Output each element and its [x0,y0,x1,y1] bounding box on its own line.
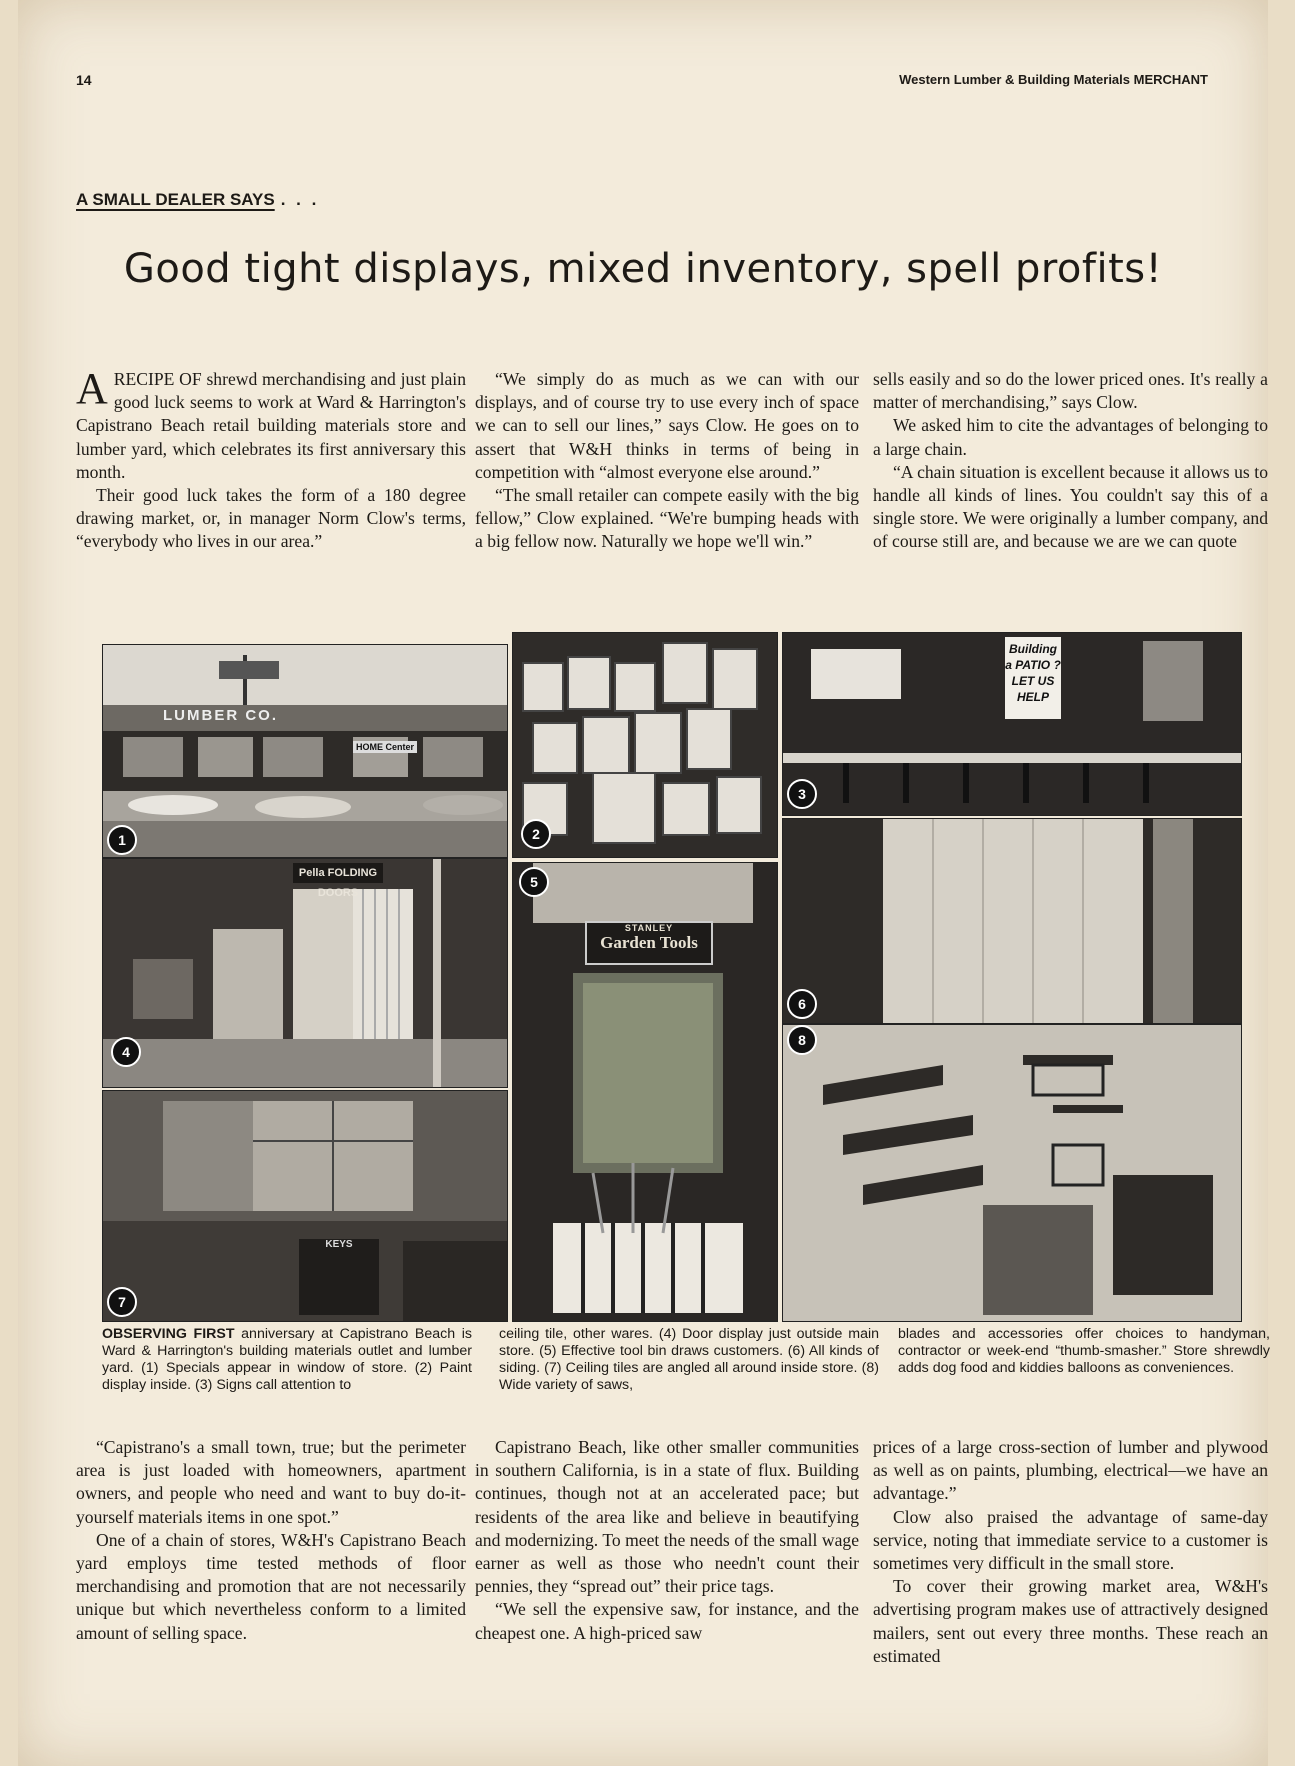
paragraph: Their good luck takes the form of a 180 degree drawing market, or, in manager Norm Clow's terms, “everybody who lives in our area.” [76,485,466,552]
text-column-2 [475,368,859,554]
caption-lead: OBSERVING FIRST [102,1326,235,1342]
saws-illustration [783,1025,1241,1321]
paragraph: “A chain situation is excellent because it allows us to handle all kinds of lines. You couldn't say this of a single store. We were originally a lumber company, and of course still are, and because we are we can quote [873,461,1268,552]
text-column-4 [76,1436,466,1645]
photo-ceiling-tiles [102,1090,508,1322]
publication-title: Western Lumber & Building Materials MERCHANT [899,72,1208,87]
siding-illustration [783,819,1241,1023]
home-center-sign: HOME Center [353,741,417,753]
paragraph: One of a chain of stores, W&H's Capistrano Beach yard employs time tested methods of floor merchandising and promotion that are not necessarily unique but which nevertheless conform to a limited amount of selling space. [76,1529,466,1643]
paragraph: sells easily and so do the lower priced ones. It's really a matter of merchandising,” says Clow. [873,369,1268,413]
caption-text: anniversary at Capistrano Beach is Ward & Harrington's building materials outlet and lumber yard. (1) Specials appear in window of store. (2) Paint display inside. (3) Signs call attention to [102,1326,472,1393]
patio-sign: Building a PATIO ? LET US HELP [1005,637,1061,719]
photo-number-badge: 2 [521,819,551,849]
paragraph: We asked him to cite the advantages of belonging to a large chain. [873,415,1268,459]
lumber-co-sign: LUMBER CO. [163,707,278,724]
paragraph: Clow also praised the advantage of same-day service, noting that immediate service to a customer is sometimes very difficult in the small store. [873,1506,1268,1574]
paragraph: “The small retailer can compete easily with the big fellow,” Clow explained. “We're bumping heads with a big fellow now. Naturally we hope we'll win.” [475,485,859,552]
article-headline: Good tight displays, mixed inventory, spell profits! [123,246,1163,292]
doors-illustration [103,859,507,1087]
text-column-3 [873,368,1268,554]
paragraph: To cover their growing market area, W&H's advertising program makes use of attractively designed mailers, sent out every three months. These reach an estimated [873,1576,1268,1666]
paragraph: “We simply do as much as we can with our displays, and of course try to use every inch of space we can to sell our lines,” says Clow. He goes on to assert that W&H thinks in terms of being in competition with “almost everyone else around.” [475,369,859,482]
photo-number-badge: 3 [787,779,817,809]
text-column-1 [76,364,466,554]
article-kicker [76,190,319,210]
paragraph: “We sell the expensive saw, for instance, and the cheapest one. A high-priced saw [475,1599,859,1643]
text-column-6 [873,1436,1268,1668]
photo-number-badge: 7 [107,1287,137,1317]
photo-door-display [102,858,508,1088]
photo-number-badge: 8 [787,1025,817,1055]
photo-tool-bin [512,862,778,1322]
photo-saws [782,1024,1242,1322]
kicker-text: A SMALL DEALER SAYS [76,190,275,209]
paragraph [76,364,466,484]
photo-number-badge: 1 [107,825,137,855]
pella-sign: Pella FOLDING DOORS [293,863,383,883]
paragraph: prices of a large cross-section of lumber and plywood as well as on paints, plumbing, electrical—we have an advantage.” [873,1437,1268,1504]
photo-signs [782,632,1242,816]
text-column-5 [475,1436,859,1645]
keys-sign: KEYS [299,1239,379,1315]
drop-cap: A [76,364,108,413]
photo-storefront [102,644,508,858]
photo-number-badge: 4 [111,1037,141,1067]
garden-tools-label: Garden Tools [600,933,698,952]
photo-paint-display [512,632,778,858]
magazine-page [18,0,1268,1766]
kicker-ellipsis: . . . [280,190,320,209]
photo-number-badge: 6 [787,989,817,1019]
photo-montage [102,632,1240,1322]
storefront-illustration [103,645,507,857]
stanley-label: STANLEY [624,923,674,933]
photo-number-badge: 5 [519,867,549,897]
caption-part-3: blades and accessories offer choices to handyman, contractor or week-end “thumb-smasher.” Store shrewdly adds dog food and kiddies balloons as conveniences. [898,1326,1270,1376]
paragraph-text: RECIPE OF shrewd merchandising and just plain good luck seems to work at Ward & Harrington's Capistrano Beach retail building materials store and lumber yard, which celebrates its first anniversary this month. [76,369,466,482]
caption-part-1 [102,1326,472,1394]
paint-cans-illustration [513,633,777,857]
page-number: 14 [76,72,92,88]
caption-part-2: ceiling tile, other wares. (4) Door display just outside main store. (5) Effective tool bin draws customers. (6) All kinds of siding. (7) Ceiling tiles are angled all around inside store. (8) Wide variety of saws, [499,1326,879,1393]
photo-siding [782,818,1242,1024]
paragraph: “Capistrano's a small town, true; but the perimeter area is just loaded with homeowners, apartment owners, and people who need and want to buy do-it-yourself materials items in one spot.” [76,1437,466,1527]
paragraph: Capistrano Beach, like other smaller communities in southern California, is in a state of flux. Building continues, though not at an accelerated pace; but residents of the area like and believe in beautifying and modernizing. To meet the needs of the small wage earner as well as those who needn't count their pennies, they “spread out” their price tags. [475,1437,859,1597]
garden-tools-sign [585,921,713,965]
